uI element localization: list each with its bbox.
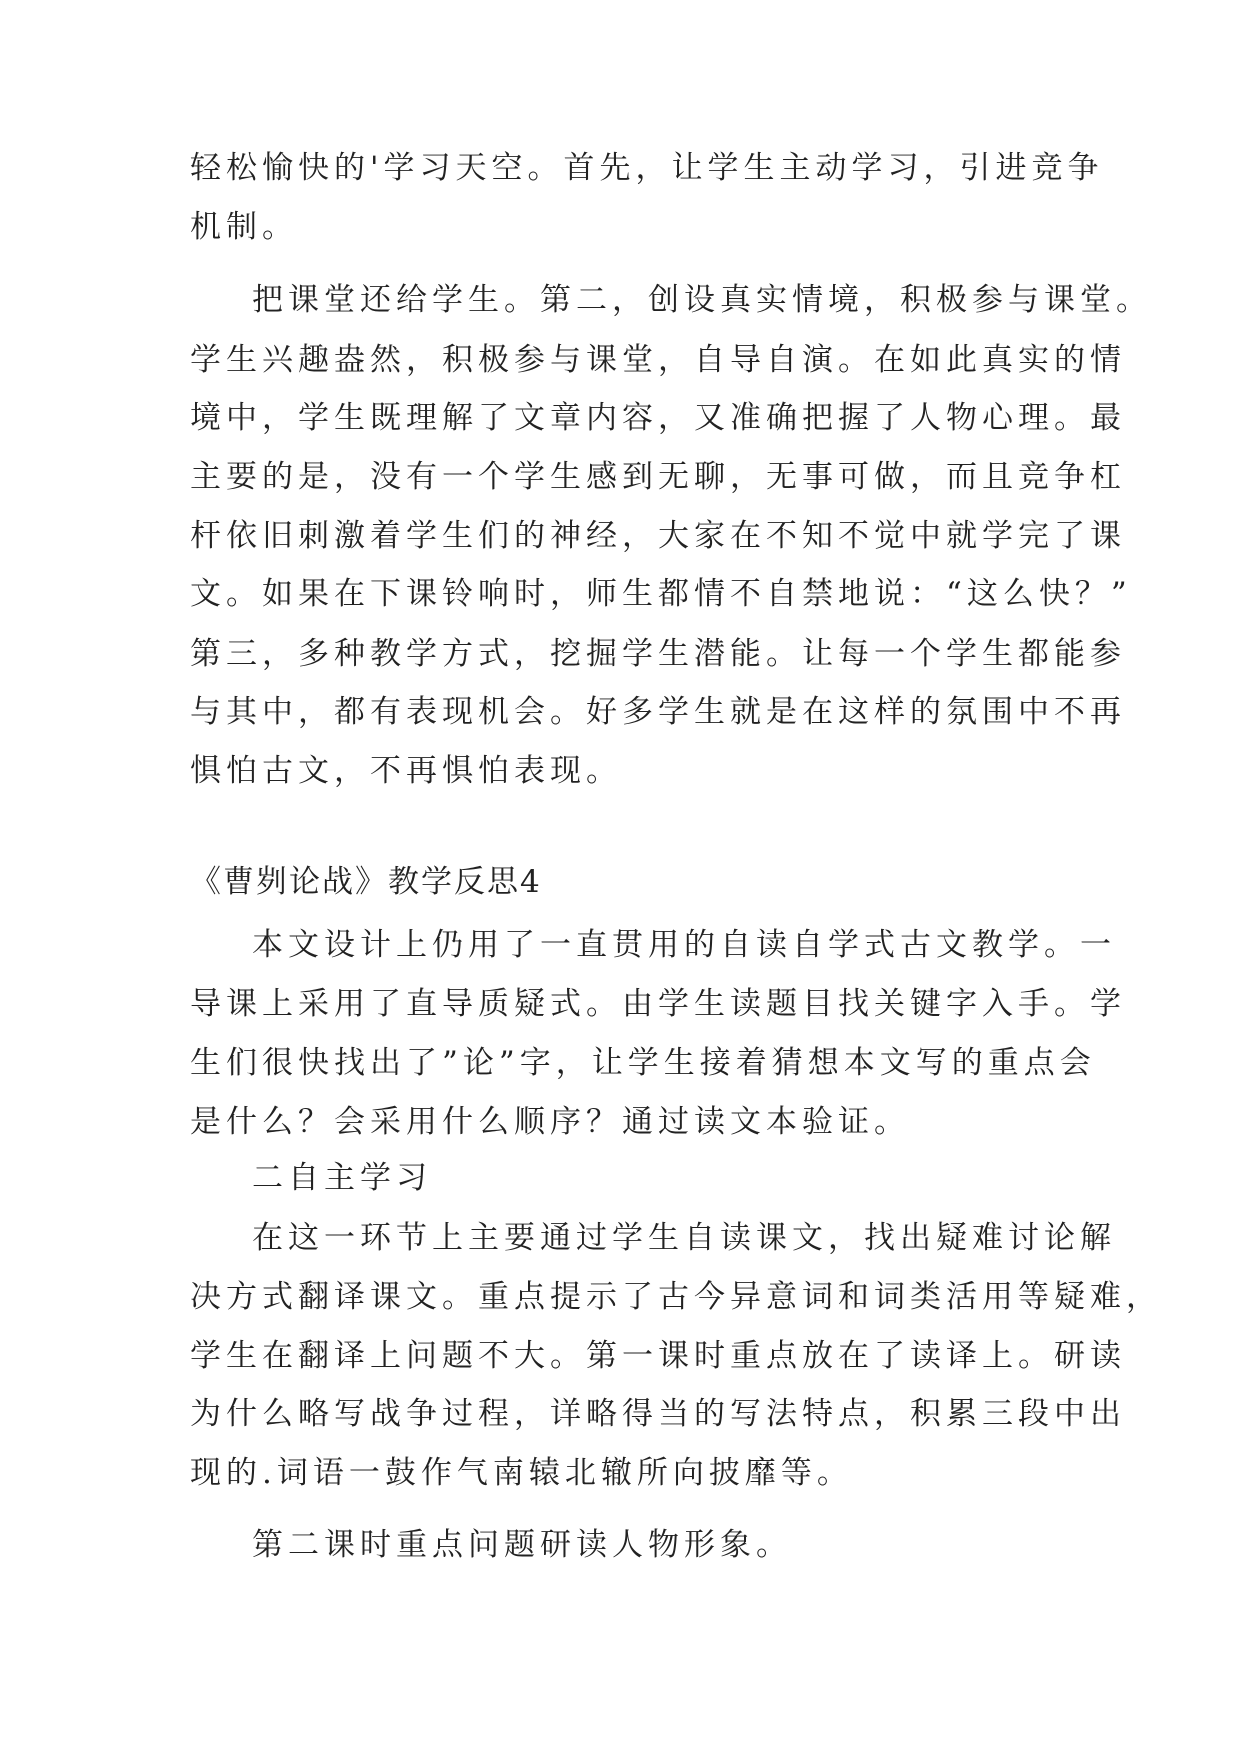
body-text-line: 学生兴趣盎然，积极参与课堂，自导自演。在如此真实的情 <box>190 342 1126 378</box>
body-text-line: 轻松愉快的'学习天空。首先，让学生主动学习，引进竞争 <box>190 150 1104 186</box>
body-text-line: 本文设计上仍用了一直贯用的自读自学式古文教学。一 <box>252 927 1116 963</box>
body-text-line: 第三，多种教学方式，挖掘学生潜能。让每一个学生都能参 <box>190 636 1126 672</box>
body-text-line: 生们很快找出了”论”字，让学生接着猜想本文写的重点会 <box>190 1045 1096 1081</box>
body-text-line: 为什么略写战争过程，详略得当的写法特点，积累三段中出 <box>190 1396 1126 1432</box>
body-text-line: 境中，学生既理解了文章内容，又准确把握了人物心理。最 <box>190 400 1126 436</box>
body-text-line: 把课堂还给学生。第二，创设真实情境，积极参与课堂。 <box>252 282 1152 318</box>
body-text-line: 在这一环节上主要通过学生自读课文，找出疑难讨论解 <box>252 1220 1116 1256</box>
body-text-line: 现的.词语一鼓作气南辕北辙所向披靡等。 <box>190 1455 853 1491</box>
body-text-line: 与其中，都有表现机会。好多学生就是在这样的氛围中不再 <box>190 694 1126 730</box>
body-text-line: 导课上采用了直导质疑式。由学生读题目找关键字入手。学 <box>190 986 1126 1022</box>
subheading: 二自主学习 <box>252 1160 432 1196</box>
body-text-line: 杆依旧刺激着学生们的神经，大家在不知不觉中就学完了课 <box>190 518 1126 554</box>
body-text-line: 文。如果在下课铃响时，师生都情不自禁地说：“这么快？” <box>190 576 1132 612</box>
body-text-line: 机制。 <box>190 209 298 245</box>
body-text-line: 是什么？会采用什么顺序？通过读文本验证。 <box>190 1104 910 1140</box>
body-text-line: 决方式翻译课文。重点提示了古今异意词和词类活用等疑难， <box>190 1279 1162 1315</box>
body-text-line: 惧怕古文，不再惧怕表现。 <box>190 753 622 789</box>
body-text-line: 主要的是，没有一个学生感到无聊，无事可做，而且竞争杠 <box>190 459 1126 495</box>
body-text-line: 学生在翻译上问题不大。第一课时重点放在了读译上。研读 <box>190 1338 1126 1374</box>
body-text-line: 第二课时重点问题研读人物形象。 <box>252 1527 792 1563</box>
section-title: 《曹刿论战》教学反思4 <box>190 864 542 900</box>
